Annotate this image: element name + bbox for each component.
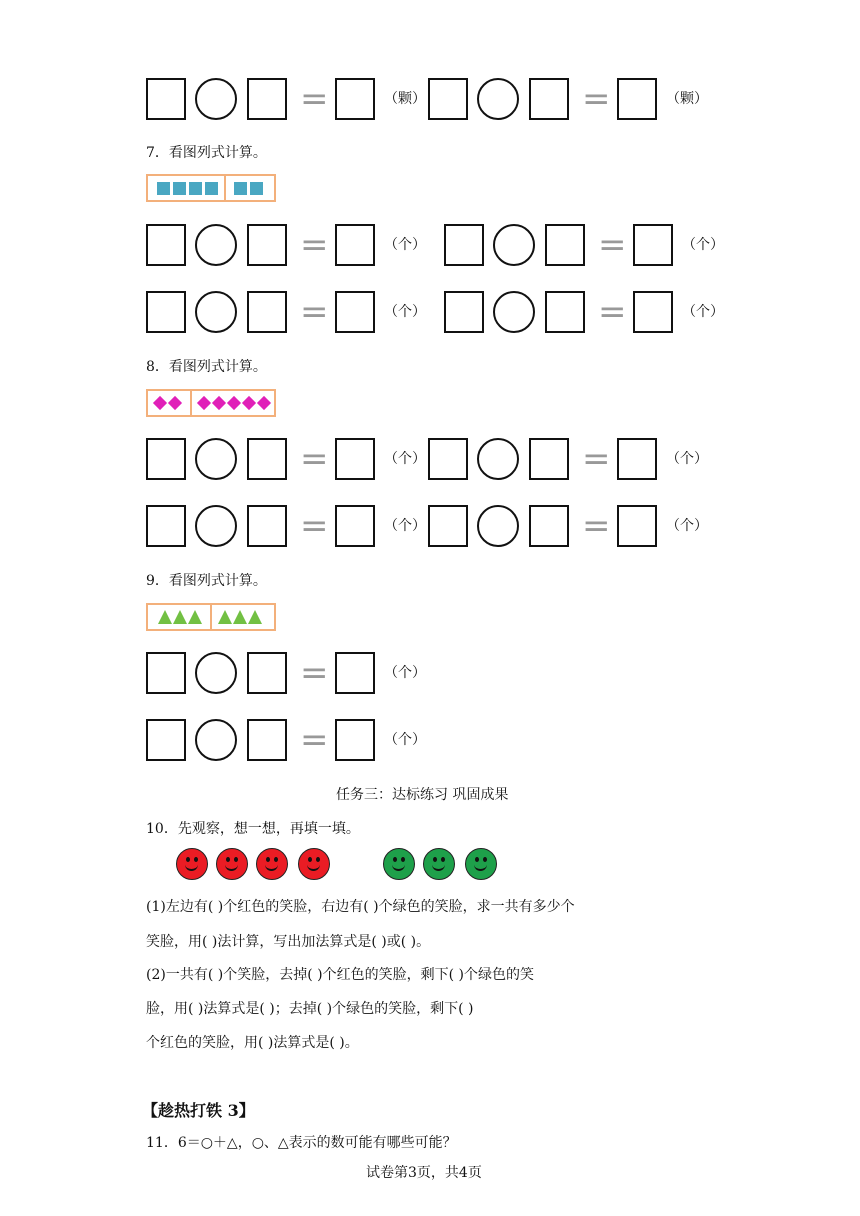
answer-box-number-2[interactable]	[247, 438, 287, 480]
answer-box-number-2[interactable]	[529, 78, 569, 120]
red-smiley-face-icon	[176, 848, 208, 880]
answer-circle-operator[interactable]	[493, 291, 535, 333]
answer-box-number-1[interactable]	[146, 438, 186, 480]
pink-diamond	[168, 396, 182, 410]
unit-label: （颗）	[384, 91, 426, 107]
answer-box-result[interactable]	[335, 438, 375, 480]
q8-picture	[146, 389, 276, 417]
equals-sign: =	[300, 439, 329, 479]
answer-circle-operator[interactable]	[195, 505, 237, 547]
answer-box-number-1[interactable]	[428, 78, 468, 120]
answer-box-number-1[interactable]	[146, 224, 186, 266]
answer-box-result[interactable]	[617, 78, 657, 120]
answer-box-result[interactable]	[633, 224, 673, 266]
answer-box-result[interactable]	[335, 78, 375, 120]
answer-box-result[interactable]	[335, 652, 375, 694]
pink-diamond	[153, 396, 167, 410]
blue-square	[250, 182, 263, 195]
answer-box-result[interactable]	[633, 291, 673, 333]
green-triangle	[233, 610, 247, 624]
green-triangle	[173, 610, 187, 624]
answer-box-number-2[interactable]	[247, 291, 287, 333]
answer-circle-operator[interactable]	[477, 505, 519, 547]
unit-label: （个）	[384, 237, 426, 253]
blue-square	[189, 182, 202, 195]
green-smiley-face-icon	[465, 848, 497, 880]
answer-box-number-1[interactable]	[146, 652, 186, 694]
unit-label: （个）	[384, 665, 426, 681]
q10-line-1: (1)左边有( )个红色的笑脸，右边有( )个绿色的笑脸，求一共有多少个	[146, 899, 575, 915]
equals-sign: =	[300, 292, 329, 332]
unit-label: （个）	[666, 451, 708, 467]
answer-box-number-1[interactable]	[146, 78, 186, 120]
answer-box-number-2[interactable]	[529, 438, 569, 480]
answer-box-result[interactable]	[335, 224, 375, 266]
answer-circle-operator[interactable]	[477, 438, 519, 480]
answer-box-number-2[interactable]	[529, 505, 569, 547]
picture-divider	[190, 391, 192, 415]
equals-sign: =	[300, 506, 329, 546]
answer-circle-operator[interactable]	[477, 78, 519, 120]
answer-box-number-1[interactable]	[146, 719, 186, 761]
blue-square	[173, 182, 186, 195]
pink-diamond	[242, 396, 256, 410]
answer-box-number-1[interactable]	[428, 438, 468, 480]
pink-diamond	[257, 396, 271, 410]
answer-box-number-1[interactable]	[146, 291, 186, 333]
picture-divider	[224, 176, 226, 200]
green-smiley-face-icon	[423, 848, 455, 880]
equals-sign: =	[582, 506, 611, 546]
answer-box-result[interactable]	[335, 291, 375, 333]
answer-box-number-1[interactable]	[146, 505, 186, 547]
page-footer: 试卷第3页，共4页	[366, 1165, 482, 1181]
answer-box-number-2[interactable]	[247, 719, 287, 761]
section-title: 任务三：达标练习 巩固成果	[336, 787, 509, 803]
equals-sign: =	[300, 79, 329, 119]
equals-sign: =	[300, 653, 329, 693]
blue-square	[157, 182, 170, 195]
equals-sign: =	[582, 79, 611, 119]
pink-diamond	[197, 396, 211, 410]
answer-circle-operator[interactable]	[195, 719, 237, 761]
answer-box-result[interactable]	[335, 505, 375, 547]
answer-box-number-2[interactable]	[545, 291, 585, 333]
pink-diamond	[227, 396, 241, 410]
picture-divider	[210, 605, 212, 629]
green-triangle	[158, 610, 172, 624]
answer-box-number-1[interactable]	[444, 224, 484, 266]
q9-picture	[146, 603, 276, 631]
pink-diamond	[212, 396, 226, 410]
q10-line-3: (2)一共有( )个笑脸，去掉( )个红色的笑脸，剩下( )个绿色的笑	[146, 967, 534, 983]
q7-title: 7．看图列式计算。	[146, 145, 267, 161]
green-triangle	[218, 610, 232, 624]
q10-line-4: 脸，用( )法算式是( )；去掉( )个绿色的笑脸，剩下( )	[146, 1001, 474, 1017]
equals-sign: =	[598, 292, 627, 332]
answer-box-result[interactable]	[617, 438, 657, 480]
answer-box-number-1[interactable]	[444, 291, 484, 333]
answer-circle-operator[interactable]	[195, 438, 237, 480]
answer-box-number-2[interactable]	[247, 652, 287, 694]
unit-label: （个）	[682, 237, 724, 253]
answer-circle-operator[interactable]	[493, 224, 535, 266]
blue-square	[205, 182, 218, 195]
answer-box-number-2[interactable]	[247, 224, 287, 266]
green-triangle	[248, 610, 262, 624]
red-smiley-face-icon	[298, 848, 330, 880]
section-heading: 【趁热打铁 3】	[142, 1101, 255, 1120]
answer-box-result[interactable]	[335, 719, 375, 761]
answer-circle-operator[interactable]	[195, 652, 237, 694]
unit-label: （个）	[384, 451, 426, 467]
q10-line-5: 个红色的笑脸，用( )法算式是( )。	[146, 1035, 359, 1051]
unit-label: （个）	[384, 732, 426, 748]
answer-box-number-1[interactable]	[428, 505, 468, 547]
unit-label: （个）	[666, 518, 708, 534]
blue-square	[234, 182, 247, 195]
equals-sign: =	[300, 720, 329, 760]
unit-label: （个）	[384, 304, 426, 320]
q10-title: 10．先观察，想一想，再填一填。	[146, 821, 360, 837]
answer-box-number-2[interactable]	[545, 224, 585, 266]
red-smiley-face-icon	[216, 848, 248, 880]
unit-label: （颗）	[666, 91, 708, 107]
unit-label: （个）	[682, 304, 724, 320]
q8-title: 8．看图列式计算。	[146, 359, 267, 375]
equals-sign: =	[598, 225, 627, 265]
answer-box-number-2[interactable]	[247, 505, 287, 547]
green-triangle	[188, 610, 202, 624]
red-smiley-face-icon	[256, 848, 288, 880]
answer-circle-operator[interactable]	[195, 291, 237, 333]
answer-circle-operator[interactable]	[195, 78, 237, 120]
green-smiley-face-icon	[383, 848, 415, 880]
q11-title: 11．6＝○＋△，○、△表示的数可能有哪些可能？	[146, 1135, 457, 1151]
answer-box-number-2[interactable]	[247, 78, 287, 120]
unit-label: （个）	[384, 518, 426, 534]
equals-sign: =	[582, 439, 611, 479]
equals-sign: =	[300, 225, 329, 265]
q10-line-2: 笑脸，用( )法计算，写出加法算式是( )或( )。	[146, 934, 431, 950]
answer-box-result[interactable]	[617, 505, 657, 547]
q7-picture	[146, 174, 276, 202]
answer-circle-operator[interactable]	[195, 224, 237, 266]
q9-title: 9．看图列式计算。	[146, 573, 267, 589]
